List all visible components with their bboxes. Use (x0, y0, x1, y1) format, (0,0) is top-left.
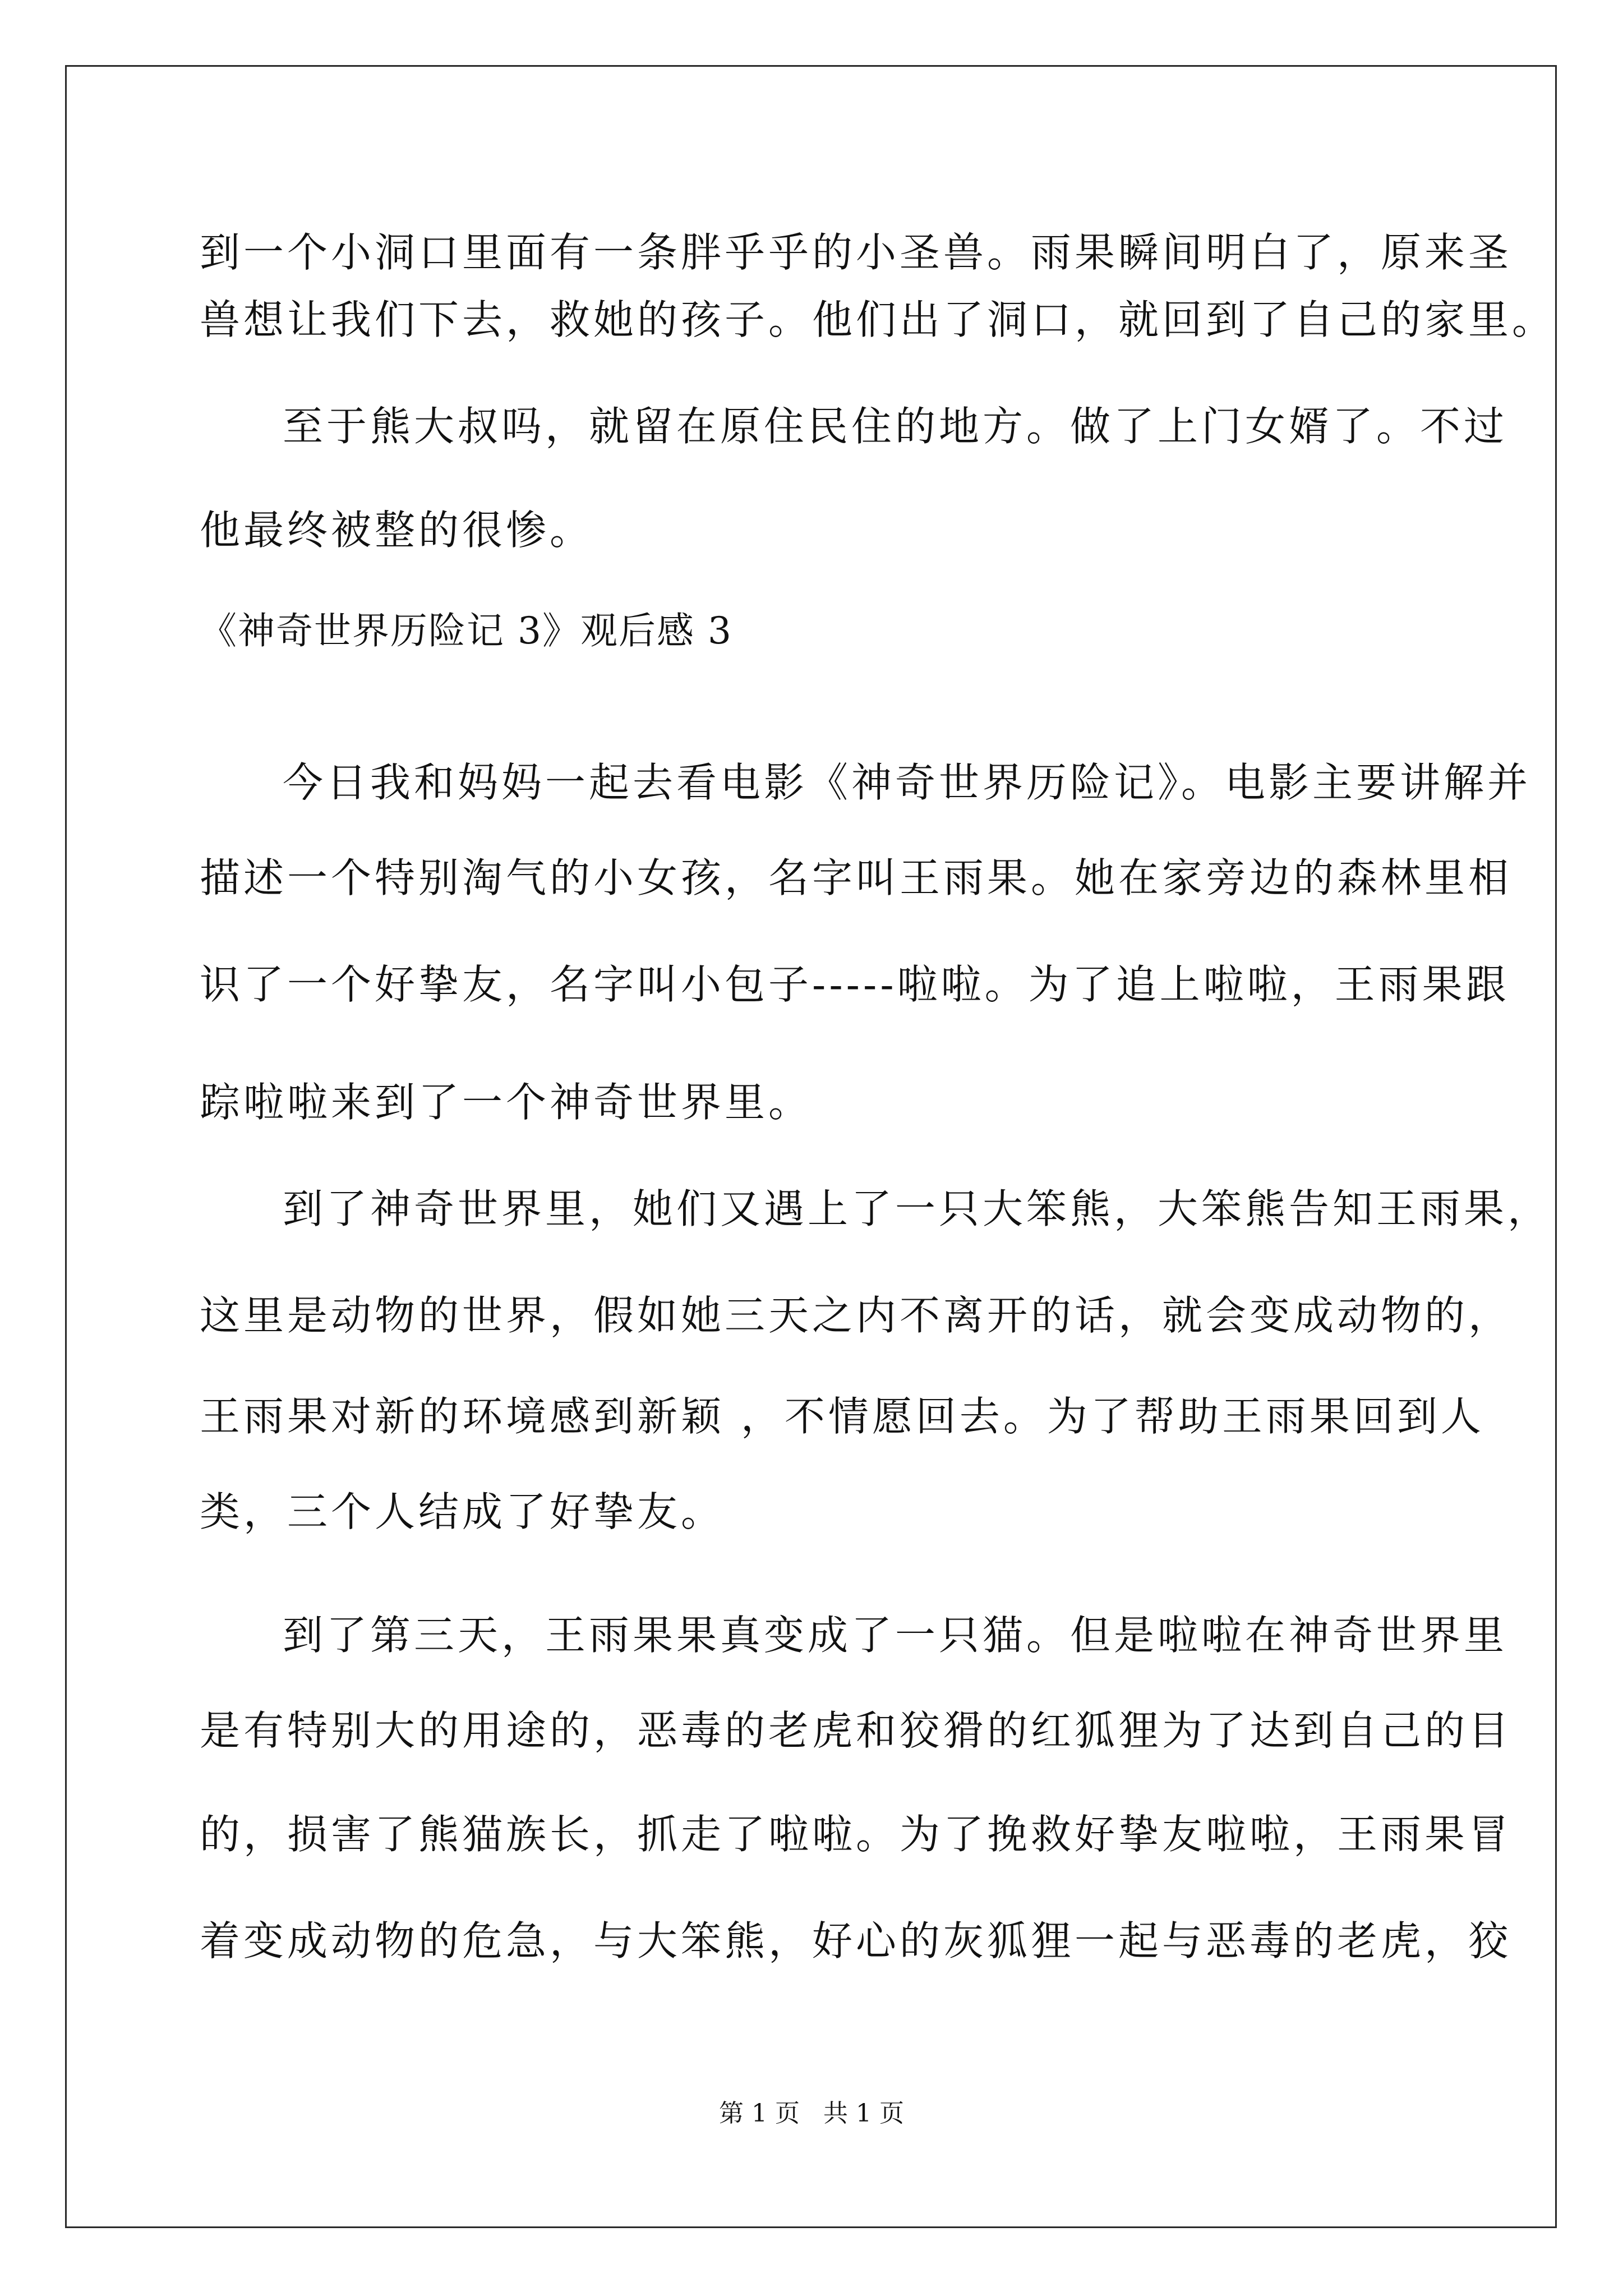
text-line: 到了第三天，王雨果果真变成了一只猫。但是啦啦在神奇世界里 (283, 1612, 1508, 1659)
text-line: 兽想让我们下去，救她的孩子。他们出了洞口，就回到了自己的家里。 (200, 296, 1556, 343)
text-line: 到一个小洞口里面有一条胖乎乎的小圣兽。雨果瞬间明白了，原来圣 (200, 229, 1513, 276)
page-frame (65, 65, 1557, 2228)
text-line: 类，三个人结成了好挚友。 (200, 1488, 725, 1535)
text-line: 今日我和妈妈一起去看电影《神奇世界历险记》。电影主要讲解并 (283, 759, 1532, 806)
text-line: 描述一个特别淘气的小女孩，名字叫王雨果。她在家旁边的森林里相 (200, 854, 1513, 901)
text-line: 他最终被整的很惨。 (200, 507, 594, 554)
text-line: 踪啦啦来到了一个神奇世界里。 (200, 1079, 813, 1126)
text-line: 是有特别大的用途的，恶毒的老虎和狡猾的红狐狸为了达到自己的目 (200, 1707, 1513, 1754)
text-line: 到了神奇世界里，她们又遇上了一只大笨熊，大笨熊告知王雨果， (283, 1185, 1552, 1232)
text-line: 这里是动物的世界，假如她三天之内不离开的话，就会变成动物的， (200, 1292, 1513, 1339)
text-line: 王雨果对新的环境感到新颖 ，不情愿回去。为了帮助王雨果回到人 (200, 1393, 1484, 1440)
text-line: 至于熊大叔吗，就留在原住民住的地方。做了上门女婿了。不过 (283, 403, 1508, 450)
text-line: 的，损害了熊猫族长，抓走了啦啦。为了挽救好挚友啦啦，王雨果冒 (200, 1811, 1513, 1858)
text-line: 识了一个好挚友，名字叫小包子-----啦啦。为了追上啦啦，王雨果跟 (200, 961, 1510, 1008)
page-number-footer: 第 1 页 共 1 页 (719, 2099, 904, 2128)
section-heading: 《神奇世界历险记 3》观后感 3 (200, 609, 732, 652)
text-line: 着变成动物的危急，与大笨熊，好心的灰狐狸一起与恶毒的老虎，狡 (200, 1917, 1513, 1964)
